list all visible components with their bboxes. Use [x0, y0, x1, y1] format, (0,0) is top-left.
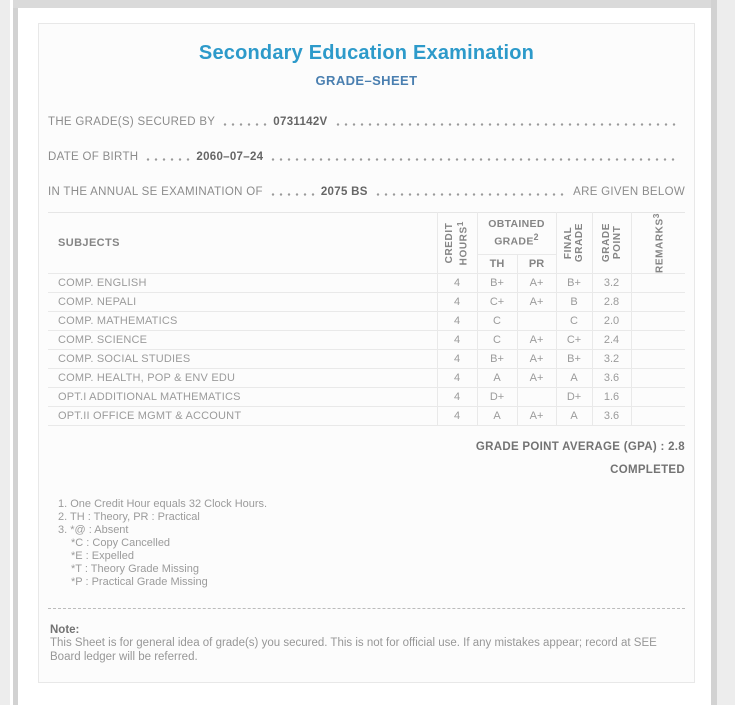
window-edge-right-light	[717, 0, 735, 705]
cell-pr	[517, 312, 556, 331]
note-body: This Sheet is for general idea of grade(s) you secured. This is not for official use. If any mistakes appear; record at SEE Board ledger will be referred.	[50, 637, 657, 663]
footnotes	[48, 498, 685, 589]
page-title: Secondary Education Examination	[198, 42, 535, 64]
cell-th: C	[477, 331, 517, 350]
dot-leader	[221, 123, 267, 126]
cell-th: A	[477, 407, 517, 426]
cell-final: A	[556, 369, 592, 388]
column-header-theory: TH	[477, 254, 517, 273]
grades-secured-label: THE GRADE(S) SECURED BY	[48, 116, 216, 128]
cell-final: D+	[556, 388, 592, 407]
table-row	[48, 293, 685, 312]
cell-pr: A+	[517, 369, 556, 388]
cell-th: B+	[477, 274, 517, 293]
cell-remarks	[631, 388, 685, 407]
window-edge-left-bar	[13, 0, 18, 705]
dot-leader	[269, 158, 679, 161]
cell-th: C+	[477, 293, 517, 312]
footnote-line: *T : Theory Grade Missing	[71, 563, 199, 575]
dot-leader	[269, 193, 315, 196]
cell-subject: COMP. NEPALI	[48, 293, 437, 312]
examination-year-value: 2075 BS	[320, 186, 368, 198]
cell-pr: A+	[517, 407, 556, 426]
column-header-credit-hours: CREDIT HOURS$^1$	[437, 213, 477, 274]
cell-subject: OPT.I ADDITIONAL MATHEMATICS	[48, 388, 437, 407]
cell-subject: COMP. SOCIAL STUDIES	[48, 350, 437, 369]
cell-credit: 4	[437, 312, 477, 331]
cell-grade_point: 3.6	[592, 407, 631, 426]
window-edge-top	[13, 0, 717, 8]
date-of-birth-line	[48, 149, 685, 165]
cell-th: D+	[477, 388, 517, 407]
cell-subject: COMP. HEALTH, POP & ENV EDU	[48, 369, 437, 388]
column-header-grade-point: GRADE POINT	[592, 213, 631, 274]
footnote-line: *E : Expelled	[71, 550, 134, 562]
note-heading: Note:	[50, 624, 80, 636]
cell-final: A	[556, 407, 592, 426]
cell-remarks	[631, 274, 685, 293]
cell-grade_point: 1.6	[592, 388, 631, 407]
column-header-final-grade: FINAL GRADE	[556, 213, 592, 274]
column-header-subjects: SUBJECTS	[48, 213, 437, 274]
cell-grade_point: 3.2	[592, 274, 631, 293]
cell-remarks	[631, 350, 685, 369]
footnote-line: 1. One Credit Hour equals 32 Clock Hours.	[58, 498, 268, 510]
cell-pr: A+	[517, 331, 556, 350]
table-row	[48, 350, 685, 369]
cell-th: A	[477, 369, 517, 388]
column-header-remarks: REMARKS$^3$	[631, 213, 685, 274]
cell-grade_point: 2.4	[592, 331, 631, 350]
cell-remarks	[631, 331, 685, 350]
cell-subject: COMP. ENGLISH	[48, 274, 437, 293]
cell-pr: A+	[517, 350, 556, 369]
table-row	[48, 388, 685, 407]
table-row	[48, 369, 685, 388]
cell-remarks	[631, 312, 685, 331]
table-row	[48, 331, 685, 350]
cell-final: C+	[556, 331, 592, 350]
cell-subject: OPT.II OFFICE MGMT & ACCOUNT	[48, 407, 437, 426]
column-header-practical: PR	[517, 254, 556, 273]
cell-credit: 4	[437, 331, 477, 350]
completion-status: COMPLETED	[610, 464, 685, 476]
cell-subject: COMP. MATHEMATICS	[48, 312, 437, 331]
cell-remarks	[631, 369, 685, 388]
footnote-line: 3. *@ : Absent	[58, 524, 129, 536]
cell-pr: A+	[517, 274, 556, 293]
cell-remarks	[631, 293, 685, 312]
cell-credit: 4	[437, 350, 477, 369]
cell-remarks	[631, 407, 685, 426]
date-of-birth-value: 2060–07–24	[196, 151, 264, 163]
cell-credit: 4	[437, 369, 477, 388]
page-subtitle: GRADE–SHEET	[315, 73, 418, 88]
cell-grade_point: 2.8	[592, 293, 631, 312]
cell-final: B+	[556, 350, 592, 369]
note-block	[48, 624, 685, 664]
footnote-line: *C : Copy Cancelled	[71, 537, 171, 549]
footnote-line: *P : Practical Grade Missing	[71, 576, 208, 588]
cell-grade_point: 3.6	[592, 369, 631, 388]
cell-final: B+	[556, 274, 592, 293]
cell-th: B+	[477, 350, 517, 369]
cell-grade_point: 2.0	[592, 312, 631, 331]
table-row	[48, 407, 685, 426]
cell-subject: COMP. SCIENCE	[48, 331, 437, 350]
grade-sheet-card	[38, 23, 695, 683]
window-edge-left-light	[0, 0, 10, 705]
cell-final: C	[556, 312, 592, 331]
cell-final: B	[556, 293, 592, 312]
footnote-line: 2. TH : Theory, PR : Practical	[58, 511, 200, 523]
cell-credit: 4	[437, 274, 477, 293]
are-given-below-label: ARE GIVEN BELOW	[573, 186, 685, 198]
dot-leader	[374, 193, 567, 196]
cell-th: C	[477, 312, 517, 331]
examination-year-line	[48, 184, 685, 200]
cell-credit: 4	[437, 388, 477, 407]
cell-credit: 4	[437, 407, 477, 426]
cell-grade_point: 3.2	[592, 350, 631, 369]
column-header-obtained-grade: OBTAINED GRADE$^2$	[477, 213, 556, 255]
gpa-summary: GRADE POINT AVERAGE (GPA) : 2.8	[475, 441, 685, 453]
date-of-birth-label: DATE OF BIRTH	[48, 151, 139, 163]
table-row	[48, 312, 685, 331]
table-row	[48, 274, 685, 293]
dot-leader	[334, 123, 679, 126]
cell-pr	[517, 388, 556, 407]
grades-table	[48, 212, 685, 426]
dashed-separator	[48, 608, 685, 609]
cell-credit: 4	[437, 293, 477, 312]
examination-year-label: IN THE ANNUAL SE EXAMINATION OF	[48, 186, 263, 198]
grades-secured-line	[48, 114, 685, 130]
dot-leader	[144, 158, 190, 161]
symbol-number-value: 0731142V	[273, 116, 328, 128]
cell-pr: A+	[517, 293, 556, 312]
